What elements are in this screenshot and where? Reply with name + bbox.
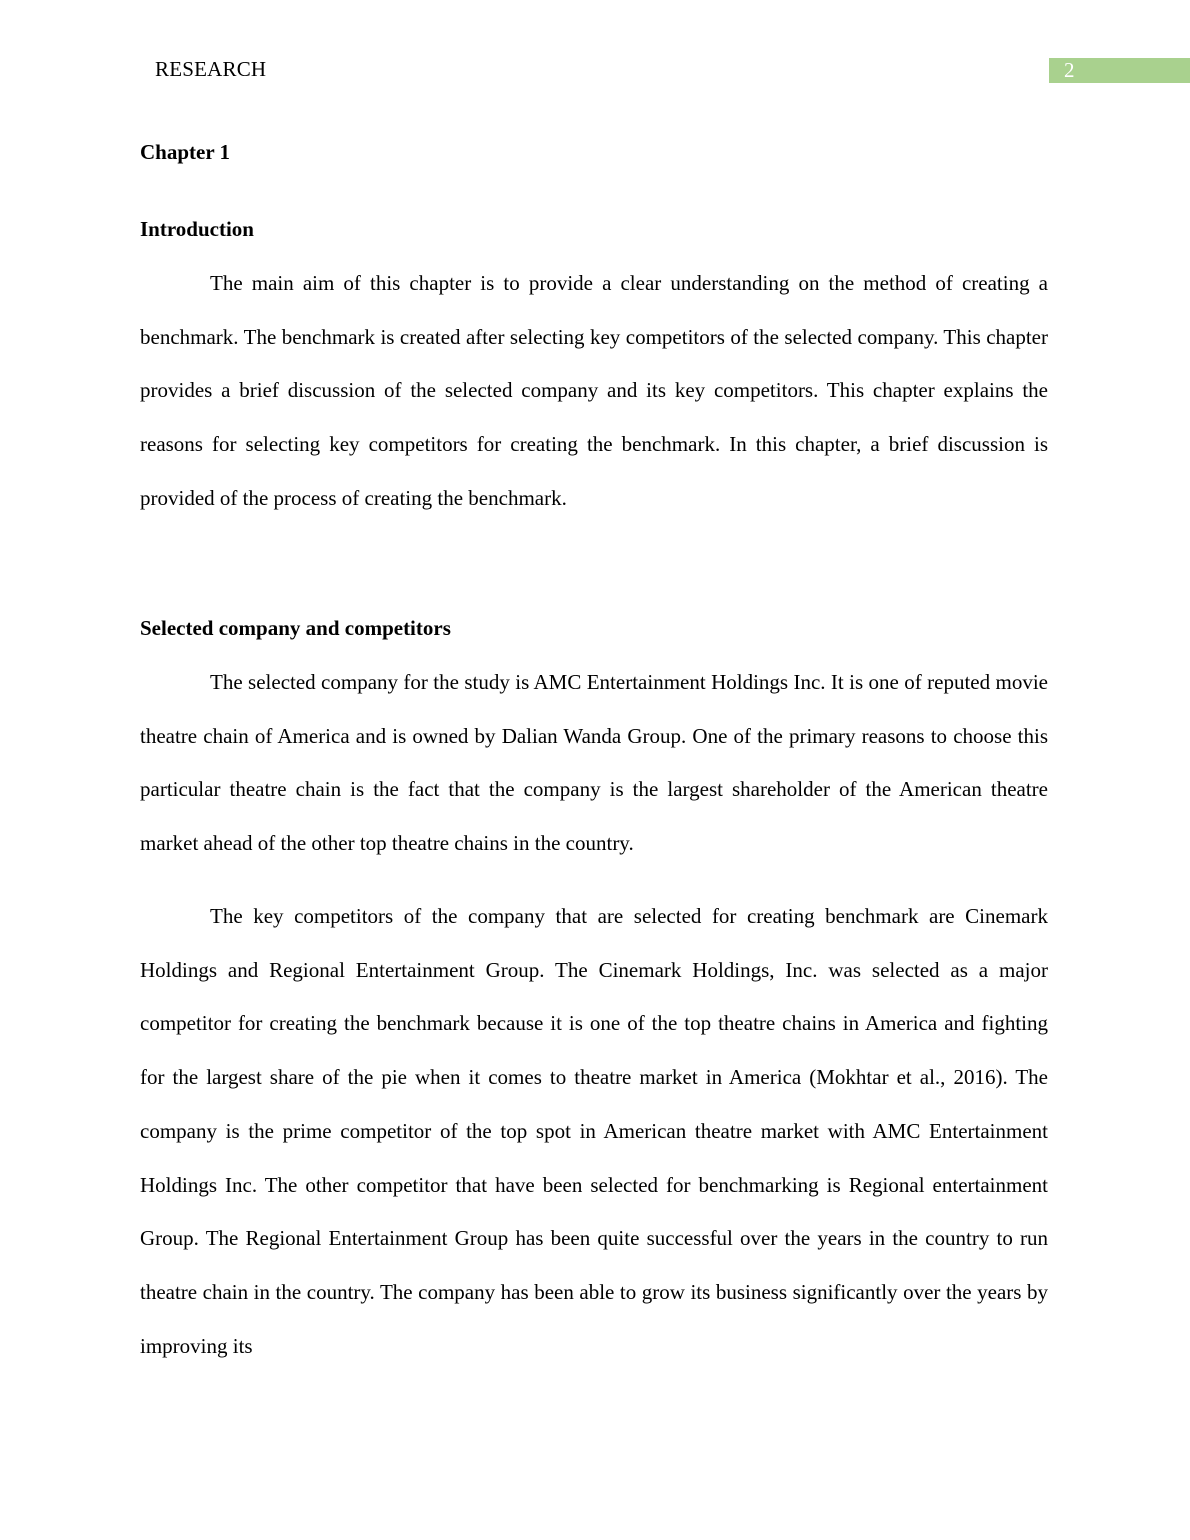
- running-head: RESEARCH: [155, 57, 267, 81]
- chapter-title: Chapter 1: [140, 140, 231, 164]
- page-number: 2: [1049, 58, 1190, 83]
- paragraph-selected-company: The selected company for the study is AMC Entertainment Holdings Inc. It is one of reputed movie theatre chain of America and is owned by Dalian Wanda Group. One of the primary reasons to choose this particular theatre chain is the fact that the company is the largest shareholder of the American theatre market ahead of the other top theatre chains in the country.: [140, 670, 1048, 856]
- paragraph-introduction: The main aim of this chapter is to provide a clear understanding on the method of creating a benchmark. The benchmark is created after selecting key competitors of the selected company. This chapter provides a brief discussion of the selected company and its key competitors. This chapter explains the reasons for selecting key competitors for creating the benchmark. In this chapter, a brief discussion is provided of the process of creating the benchmark.: [140, 271, 1048, 510]
- section-heading-selected-company: Selected company and competitors: [140, 616, 451, 640]
- paragraph-key-competitors: The key competitors of the company that are selected for creating benchmark are Cinemark Holdings and Regional Entertainment Group. The Cinemark Holdings, Inc. was selected as a major competitor for creating the benchmark because it is one of the top theatre chains in America and fighting for the largest share of the pie when it comes to theatre market in America (Mokhtar et al., 2016). The company is the prime competitor of the top spot in American theatre market with AMC Entertainment Holdings Inc. The other competitor that have been selected for benchmarking is Regional entertainment Group. The Regional Entertainment Group has been quite successful over the years in the country to run theatre chain in the country. The company has been able to grow its business significantly over the years by improving its: [140, 904, 1048, 1358]
- section-heading-introduction: Introduction: [140, 217, 254, 241]
